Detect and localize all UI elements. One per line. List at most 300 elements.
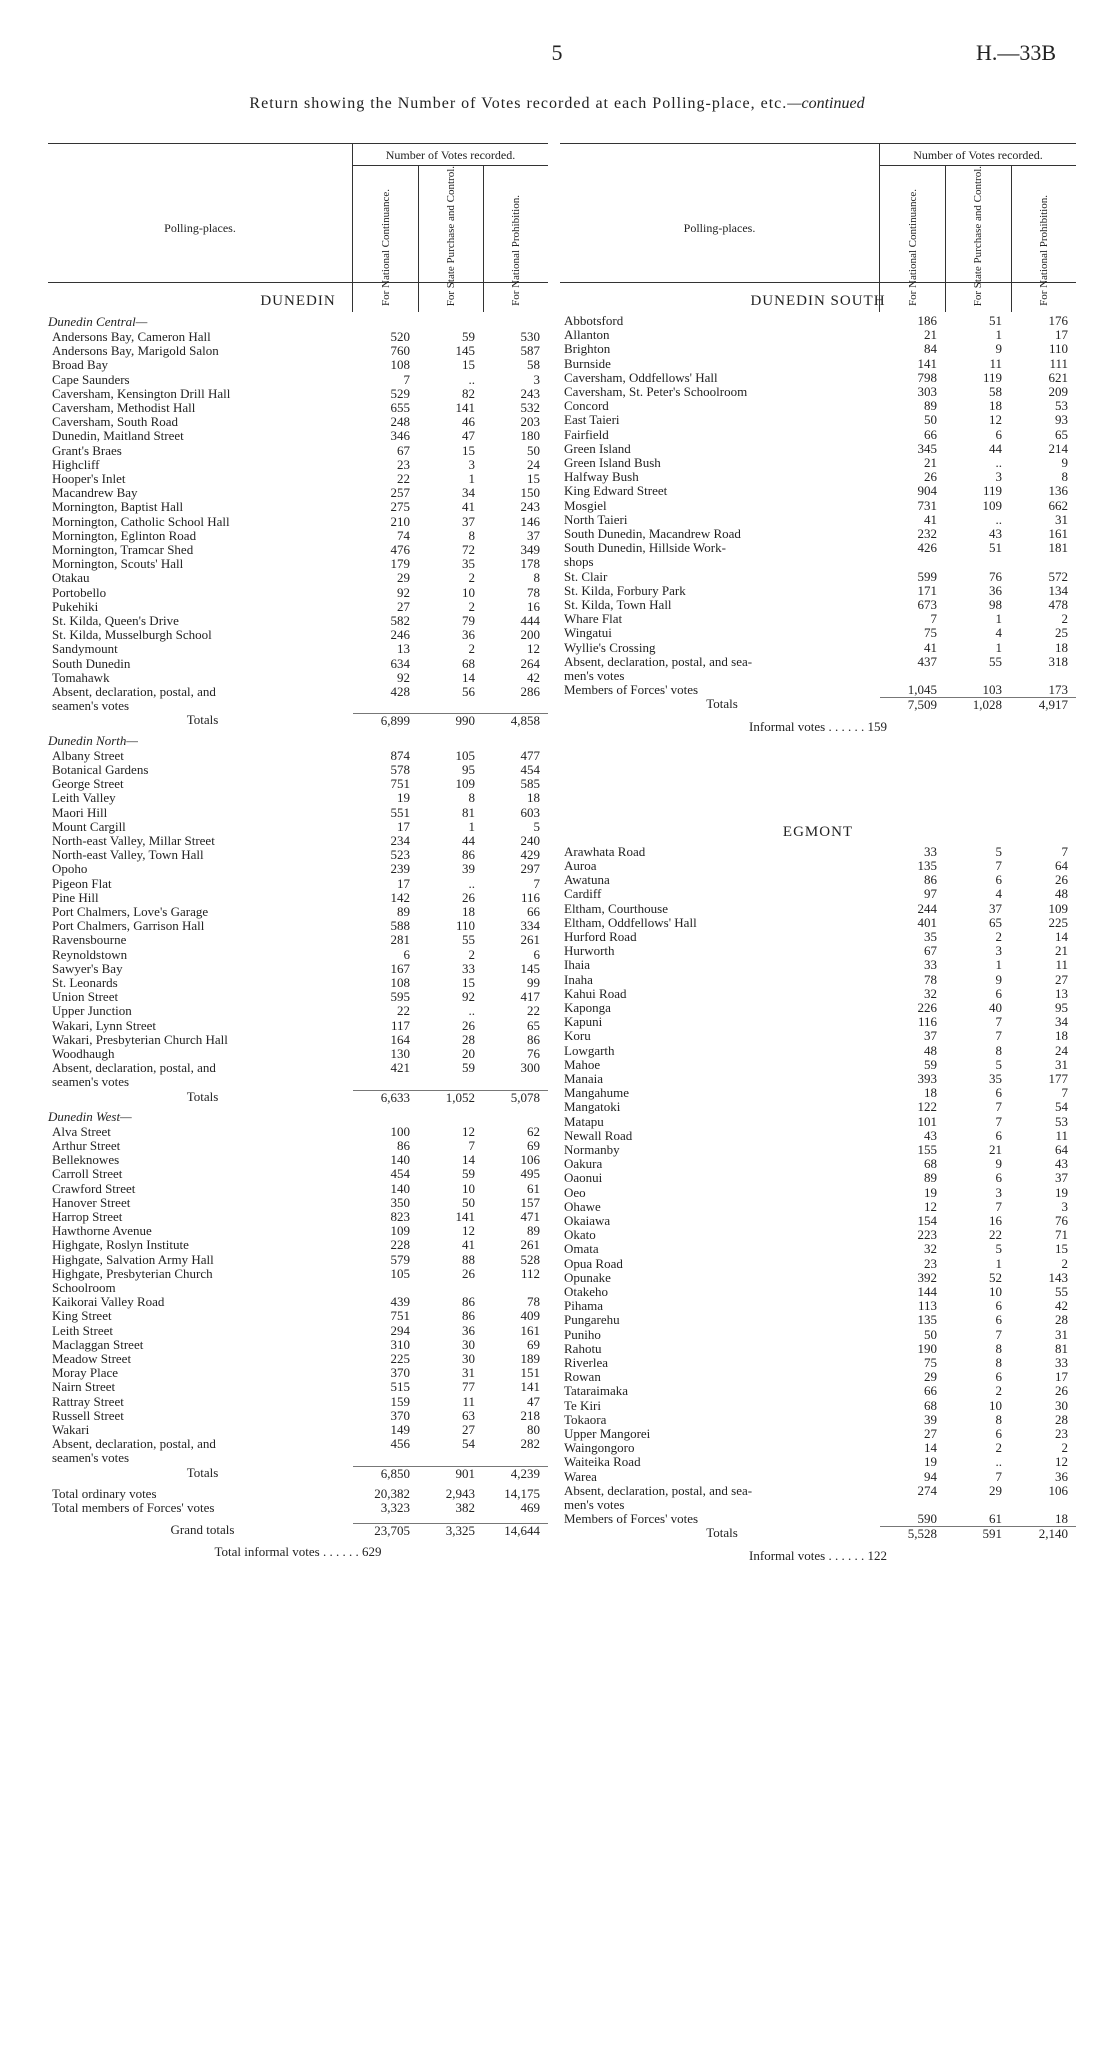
polling-place-name: St. Kilda, Town Hall (564, 597, 672, 613)
polling-place-name: Maori Hill (52, 804, 108, 820)
polling-place-name: Crawford Street (52, 1180, 136, 1196)
table-row (560, 1115, 1076, 1129)
polling-place-name: Mornington, Tramcar Shed (52, 542, 194, 558)
vote-count: 7 (1061, 843, 1068, 859)
vote-count: 1 (995, 1255, 1002, 1271)
vote-count: 78 (527, 584, 540, 600)
vote-count: 32 (924, 1241, 937, 1257)
table-row (48, 387, 548, 401)
polling-place-name: Hurford Road (564, 928, 637, 944)
table-row (560, 1512, 1076, 1526)
vote-count: 3 (995, 469, 1002, 485)
vote-count: 7 (995, 1198, 1002, 1214)
vote-count: 69 (527, 1137, 540, 1153)
vote-count: 243 (520, 499, 540, 515)
vote-count: 89 (527, 1223, 540, 1239)
polling-place-name: Portobello (52, 584, 107, 600)
egmont-body (560, 845, 1076, 1563)
vote-count: 13 (397, 641, 410, 657)
vote-count: 79 (462, 613, 475, 629)
polling-place-name: Albany Street (52, 747, 124, 763)
table-row (560, 873, 1076, 887)
polling-place-name: Pigeon Flat (52, 875, 112, 891)
vote-count: 210 (390, 513, 410, 529)
polling-place-name: Oeo (564, 1184, 586, 1200)
table-row (48, 1253, 548, 1267)
polling-place-name: Caversham, Methodist Hall (52, 400, 196, 416)
vote-count: 55 (989, 653, 1002, 669)
vote-count: 6,899 (353, 713, 418, 728)
vote-count: 111 (1049, 355, 1068, 371)
vote-count: 2 (468, 946, 475, 962)
vote-count: 145 (455, 343, 475, 359)
table-row (48, 600, 548, 614)
vote-count: 31 (1055, 511, 1068, 527)
vote-count: 58 (989, 384, 1002, 400)
table-row (48, 763, 548, 777)
vote-count: 9 (995, 971, 1002, 987)
table-row (48, 1125, 548, 1139)
left-body (48, 314, 548, 1559)
vote-count: 587 (520, 343, 540, 359)
vote-count: 51 (989, 313, 1002, 328)
vote-count: 76 (527, 1045, 540, 1061)
vote-count: 349 (520, 542, 540, 558)
vote-count: 164 (390, 1031, 410, 1047)
table-row (48, 777, 548, 791)
table-row (560, 328, 1076, 342)
vote-count: 16 (989, 1212, 1002, 1228)
vote-count: 74 (397, 527, 410, 543)
table-row (48, 1004, 548, 1018)
vote-count: 113 (917, 1298, 937, 1314)
vote-count: 86 (924, 872, 937, 888)
vote-count: 2 (1061, 611, 1068, 627)
polling-place-name: Caversham, Kensington Drill Hall (52, 385, 231, 401)
vote-count: 145 (520, 960, 540, 976)
table-row (560, 1058, 1076, 1072)
table-row (560, 499, 1076, 513)
vote-count: 5,078 (483, 1090, 548, 1105)
polling-place-name: South Dunedin, Hillside Work- shops (564, 540, 726, 570)
summary-row (48, 1501, 548, 1515)
vote-count: 116 (917, 1014, 937, 1030)
polling-place-name: Mangahume (564, 1085, 629, 1101)
table-row (560, 1214, 1076, 1228)
vote-count: 7 (995, 1326, 1002, 1342)
table-row (560, 944, 1076, 958)
vote-count: 27 (1055, 971, 1068, 987)
vote-count: 140 (390, 1152, 410, 1168)
vote-count: 1 (468, 471, 475, 487)
table-row (48, 1061, 548, 1089)
vote-count: 50 (527, 442, 540, 458)
polling-place-name: George Street (52, 776, 124, 792)
vote-count: 72 (462, 542, 475, 558)
vote-count: 61 (989, 1511, 1002, 1527)
polling-place-name: Hanover Street (52, 1194, 131, 1210)
vote-count: 579 (390, 1251, 410, 1267)
vote-count: 10 (989, 1283, 1002, 1299)
vote-count: 42 (1055, 1298, 1068, 1314)
vote-count: 67 (397, 442, 410, 458)
table-row (560, 1100, 1076, 1114)
vote-count: 86 (462, 847, 475, 863)
vote-count: 67 (924, 943, 937, 959)
table-row (560, 484, 1076, 498)
polling-place-name: Caversham, South Road (52, 414, 179, 430)
vote-count: 136 (1048, 483, 1068, 499)
vote-count: 71 (1055, 1227, 1068, 1243)
vote-count: 47 (527, 1393, 540, 1409)
vote-count: 471 (520, 1208, 540, 1224)
vote-count: 9 (995, 341, 1002, 357)
table-row (560, 1157, 1076, 1171)
vote-count: 318 (1048, 653, 1068, 669)
vote-count: 122 (917, 1099, 937, 1115)
vote-count: 282 (520, 1436, 540, 1452)
vote-count: 1,052 (418, 1090, 483, 1105)
table-row (48, 1409, 548, 1423)
vote-count: 22 (989, 1227, 1002, 1243)
vote-count: 7 (1061, 1085, 1068, 1101)
polling-place-name: Totals (186, 1464, 219, 1480)
table-row (560, 1342, 1076, 1356)
informal-votes: Informal votes . . . . . . 122 (749, 1547, 887, 1563)
vote-count: 179 (390, 556, 410, 572)
vote-count: 6 (995, 872, 1002, 888)
table-row (560, 1228, 1076, 1242)
vote-count: 751 (390, 776, 410, 792)
polling-place-name: Port Chalmers, Garrison Hall (52, 918, 205, 934)
polling-place-name: Manaia (564, 1070, 603, 1086)
vote-count: 456 (390, 1436, 410, 1452)
vote-count: 261 (520, 932, 540, 948)
table-row (48, 444, 548, 458)
polling-place-name: Totals (186, 1088, 219, 1104)
vote-count: 109 (982, 497, 1002, 513)
vote-count: 4 (995, 886, 1002, 902)
table-row (48, 486, 548, 500)
vote-count: 22 (397, 471, 410, 487)
vote-count: 190 (917, 1340, 937, 1356)
votes-header: Number of Votes recorded. (880, 144, 1076, 166)
vote-count: 4,917 (1010, 697, 1076, 712)
vote-count: 37 (1055, 1170, 1068, 1186)
polling-place-name: Concord (564, 398, 609, 414)
vote-count: 603 (520, 804, 540, 820)
vote-count: 55 (462, 932, 475, 948)
vote-count: 248 (390, 414, 410, 430)
polling-place-name: Green Island Bush (564, 455, 661, 471)
vote-count: 7 (995, 1113, 1002, 1129)
vote-count: 274 (917, 1482, 937, 1498)
vote-count: 350 (390, 1194, 410, 1210)
vote-count: .. (995, 455, 1002, 471)
vote-count: 23 (397, 456, 410, 472)
table-row (560, 930, 1076, 944)
vote-count: 54 (462, 1436, 475, 1452)
vote-count: 29 (397, 570, 410, 586)
vote-count: 34 (1055, 1014, 1068, 1030)
vote-count: 51 (989, 540, 1002, 556)
polling-place-name: Oakura (564, 1156, 603, 1172)
table-row (560, 1044, 1076, 1058)
vote-count: 99 (527, 974, 540, 990)
vote-count: 2 (468, 598, 475, 614)
polling-place-name: Maclaggan Street (52, 1336, 144, 1352)
polling-place-name: Pukehiki (52, 598, 99, 614)
polling-place-name: Total members of Forces' votes (52, 1500, 215, 1516)
polling-place-name: Opunake (564, 1269, 611, 1285)
vote-count: 24 (527, 456, 540, 472)
vote-count: 6 (403, 946, 410, 962)
table-row (48, 571, 548, 585)
table-row (560, 1001, 1076, 1015)
vote-count: 161 (1048, 526, 1068, 542)
table-row (48, 948, 548, 962)
vote-count: 8 (995, 1411, 1002, 1427)
vote-count: 135 (917, 857, 937, 873)
vote-count: 520 (390, 329, 410, 344)
vote-count: 234 (390, 832, 410, 848)
vote-count: 401 (917, 914, 937, 930)
vote-count: 78 (527, 1294, 540, 1310)
vote-count: 6 (995, 1127, 1002, 1143)
table-row (48, 1019, 548, 1033)
vote-count: 382 (455, 1500, 475, 1516)
table-row (48, 344, 548, 358)
vote-count: 48 (924, 1042, 937, 1058)
table-row (560, 1313, 1076, 1327)
table-row (560, 1470, 1076, 1484)
vote-count: 17 (397, 875, 410, 891)
vote-count: 6,850 (353, 1466, 418, 1481)
table-row (560, 314, 1076, 328)
vote-count: 14 (1055, 928, 1068, 944)
polling-place-name: Absent, declaration, postal, and seamen's votes (52, 1060, 216, 1090)
vote-count: 56 (462, 684, 475, 700)
table-row (48, 891, 548, 905)
vote-count: 12 (527, 641, 540, 657)
vote-count: 181 (1048, 540, 1068, 556)
polling-place-name: Otakau (52, 570, 90, 586)
polling-place-name: Halfway Bush (564, 469, 639, 485)
table-row (560, 399, 1076, 413)
table-row (560, 958, 1076, 972)
vote-count: 10 (989, 1397, 1002, 1413)
polling-place-name: Hooper's Inlet (52, 471, 126, 487)
vote-count: 15 (1055, 1241, 1068, 1257)
vote-count: 12 (924, 1198, 937, 1214)
vote-count: 178 (520, 556, 540, 572)
polling-place-name: Brighton (564, 341, 611, 357)
vote-count: 43 (924, 1127, 937, 1143)
vote-count: 27 (397, 598, 410, 614)
polling-place-name: Otakeho (564, 1283, 609, 1299)
vote-count: 97 (924, 886, 937, 902)
vote-count: 59 (462, 1060, 475, 1076)
vote-count: 31 (1055, 1056, 1068, 1072)
polling-place-name: Pungarehu (564, 1312, 620, 1328)
polling-place-name: Kaikorai Valley Road (52, 1294, 165, 1310)
vote-count: 2 (1061, 1255, 1068, 1271)
table-row (48, 1380, 548, 1394)
table-row (48, 685, 548, 713)
polling-place-name: Wakari, Lynn Street (52, 1017, 157, 1033)
vote-count: 5 (995, 843, 1002, 859)
vote-count: 40 (989, 999, 1002, 1015)
vote-count: 154 (917, 1212, 937, 1228)
polling-place-name: Mosgiel (564, 497, 607, 513)
vote-count: 244 (917, 900, 937, 916)
vote-count: 58 (527, 357, 540, 373)
polling-place-name: Mornington, Baptist Hall (52, 499, 184, 515)
vote-count: 155 (917, 1141, 937, 1157)
table-row (560, 626, 1076, 640)
vote-count: 66 (924, 426, 937, 442)
vote-count: 22 (397, 1003, 410, 1019)
polling-place-name: Green Island (564, 440, 631, 456)
document-reference: H.—33B (975, 40, 1056, 65)
vote-count: 4 (995, 625, 1002, 641)
table-row (48, 472, 548, 486)
vote-count: 6 (995, 1170, 1002, 1186)
vote-count: 21 (924, 327, 937, 343)
vote-count: 76 (989, 568, 1002, 584)
vote-count: 6 (995, 1426, 1002, 1442)
table-row (560, 1455, 1076, 1469)
polling-place-name: Koru (564, 1028, 591, 1044)
polling-place-name: Cape Saunders (52, 371, 130, 387)
vote-count: 41 (462, 1237, 475, 1253)
table-row (48, 1047, 548, 1061)
vote-count: 334 (520, 918, 540, 934)
polling-place-name: Highgate, Presbyterian Church Schoolroom (52, 1265, 213, 1295)
vote-count: 4,858 (483, 713, 548, 728)
polling-place-name: Tataraimaka (564, 1383, 629, 1399)
polling-place-name: East Taieri (564, 412, 620, 428)
table-row (48, 642, 548, 656)
table-row (560, 1370, 1076, 1384)
vote-count: 243 (520, 385, 540, 401)
table-row (48, 1295, 548, 1309)
polling-place-name: Wyllie's Crossing (564, 639, 656, 655)
vote-count: 171 (917, 582, 937, 598)
vote-count: 149 (390, 1422, 410, 1438)
vote-count: 798 (917, 369, 937, 385)
table-row (560, 655, 1076, 683)
table-row (48, 933, 548, 947)
totals-row (48, 713, 548, 728)
district-title: DUNEDIN (260, 293, 336, 309)
table-row (48, 628, 548, 642)
vote-count: 200 (520, 627, 540, 643)
vote-count: 7 (995, 857, 1002, 873)
vote-count: 37 (527, 527, 540, 543)
polling-place-name: Fairfield (564, 426, 609, 442)
vote-count: 20,382 (374, 1485, 410, 1501)
table-row (48, 543, 548, 557)
vote-count: 89 (924, 1170, 937, 1186)
vote-count: 84 (924, 341, 937, 357)
vote-count: 98 (989, 597, 1002, 613)
vote-count: 94 (924, 1468, 937, 1484)
vote-count: 532 (520, 400, 540, 416)
vote-count: 417 (520, 989, 540, 1005)
table-row (560, 371, 1076, 385)
table-row (560, 428, 1076, 442)
vote-count: 18 (462, 903, 475, 919)
vote-count: 7 (930, 611, 937, 627)
polling-place-name: St. Clair (564, 568, 608, 584)
polling-place-name: Wakari (52, 1422, 90, 1438)
vote-count: 108 (390, 357, 410, 373)
state-header: For State Purchase and Control. (972, 166, 985, 307)
table-row (48, 905, 548, 919)
vote-count: 116 (520, 889, 540, 905)
vote-count: 92 (462, 989, 475, 1005)
vote-count: 1 (995, 611, 1002, 627)
vote-count: 18 (1055, 1028, 1068, 1044)
vote-count: 53 (1055, 1113, 1068, 1129)
vote-count: 42 (527, 669, 540, 685)
vote-count: 281 (390, 932, 410, 948)
table-row (560, 342, 1076, 356)
table-row (560, 1356, 1076, 1370)
vote-count: 6 (995, 1369, 1002, 1385)
vote-count: .. (468, 875, 475, 891)
vote-count: 59 (924, 1056, 937, 1072)
table-row (560, 1129, 1076, 1143)
polling-place-name: Totals (706, 1525, 738, 1541)
prohibition-header: For National Prohibition. (510, 195, 522, 307)
vote-count: 28 (462, 1031, 475, 1047)
vote-count: 300 (520, 1060, 540, 1076)
table-row (48, 1366, 548, 1380)
vote-count: 105 (390, 1265, 410, 1281)
vote-count: 2 (468, 641, 475, 657)
polling-place-name: Sandymount (52, 641, 118, 657)
vote-count: 21 (1055, 943, 1068, 959)
vote-count: 426 (917, 540, 937, 556)
vote-count: 621 (1048, 369, 1068, 385)
vote-count: 159 (390, 1393, 410, 1409)
table-row (48, 458, 548, 472)
vote-count: 345 (917, 440, 937, 456)
polling-place-name: Rattray Street (52, 1393, 124, 1409)
table-row (48, 586, 548, 600)
vote-count: 41 (924, 639, 937, 655)
polling-place-name: Lowgarth (564, 1042, 615, 1058)
vote-count: 421 (390, 1060, 410, 1076)
vote-count: 144 (917, 1283, 937, 1299)
polling-place-name: Absent, declaration, postal, and sea- men's votes (564, 1482, 753, 1513)
vote-count: 11 (1055, 957, 1068, 973)
table-row (48, 415, 548, 429)
polling-places-header: Polling-places. (560, 144, 880, 312)
vote-count: 82 (462, 385, 475, 401)
polling-place-name: Mangatoki (564, 1099, 621, 1115)
polling-place-name: Opoho (52, 861, 88, 877)
vote-count: 4,239 (483, 1466, 548, 1481)
vote-count: 454 (520, 761, 540, 777)
vote-count: 180 (520, 428, 540, 444)
vote-count: 69 (527, 1336, 540, 1352)
vote-count: 80 (527, 1422, 540, 1438)
polling-place-name: Tokaora (564, 1411, 607, 1427)
vote-count: 30 (462, 1336, 475, 1352)
